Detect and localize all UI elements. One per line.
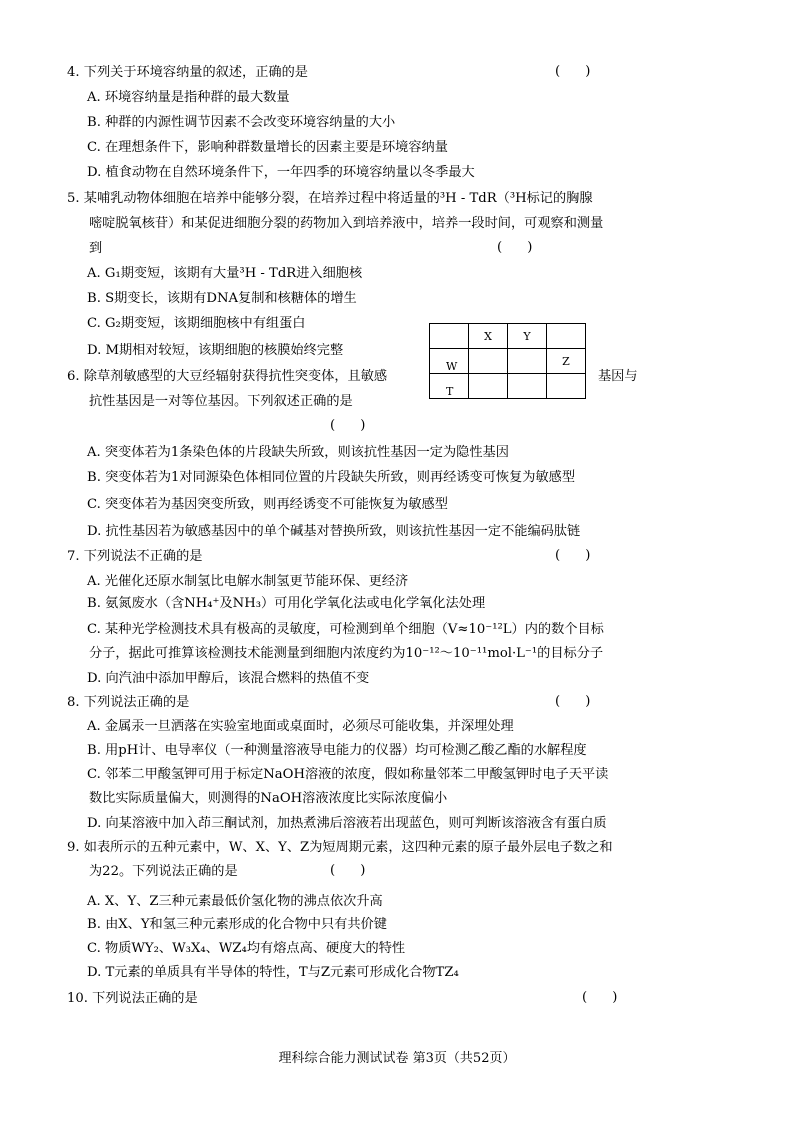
- question-6-stem-line1-tail: 基因与: [598, 369, 638, 384]
- q9-option-c: C. 物质WY₂、W₃X₄、WZ₄均有熔点高、硬度大的特性: [87, 941, 406, 956]
- q7-option-d: D. 向汽油中添加甲醇后，该混合燃料的热值不变: [87, 671, 370, 686]
- q9-option-b: B. 由X、Y和氢三种元素形成的化合物中只有共价键: [87, 917, 387, 932]
- q4-option-b: B. 种群的内源性调节因素不会改变环境容纳量的大小: [87, 115, 396, 130]
- q8-option-c-line2: 数比实际质量偏大，则测得的NaOH溶液浓度比实际浓度偏小: [89, 791, 448, 806]
- q6-option-d: D. 抗性基因若为敏感基因中的单个碱基对替换所致，则该抗性基因一定不能编码肽链: [87, 524, 581, 539]
- question-7-stem: 7. 下列说法不正确的是: [67, 549, 203, 564]
- q5-option-d: D. M期相对较短，该期细胞的核膜始终完整: [87, 343, 344, 358]
- q9-option-a: A. X、Y、Z三种元素最低价氢化物的沸点依次升高: [87, 894, 383, 909]
- q5-option-b: B. S期变长，该期有DNA复制和核糖体的增生: [87, 291, 357, 306]
- q6-option-a: A. 突变体若为1条染色体的片段缺失所致，则该抗性基因一定为隐性基因: [87, 445, 509, 460]
- page-footer: 理科综合能力测试试卷 第3页（共52页）: [278, 1051, 516, 1066]
- table-cell: [430, 324, 469, 349]
- q8-option-b: B. 用pH计、电导率仪（一种测量溶液导电能力的仪器）均可检测乙酸乙酯的水解程度: [87, 743, 587, 758]
- answer-paren-8: ( ): [555, 694, 591, 709]
- table-row: [430, 374, 586, 399]
- table-row: [430, 324, 586, 349]
- answer-paren-10: ( ): [582, 990, 618, 1005]
- question-9-stem-line2: 为22。下列说法正确的是: [89, 864, 238, 879]
- q5-option-c: C. G₂期变短，该期细胞核中有组蛋白: [87, 316, 306, 331]
- q8-option-d: D. 向某溶液中加入茚三酮试剂，加热煮沸后溶液若出现蓝色，则可判断该溶液含有蛋白质: [87, 816, 607, 831]
- table-cell: T: [430, 374, 469, 399]
- table-cell: [469, 349, 508, 374]
- q7-option-b: B. 氨氮废水（含NH₄⁺及NH₃）可用化学氧化法或电化学氧化法处理: [87, 596, 486, 611]
- q7-option-c-line2: 分子，据此可推算该检测技术能测量到细胞内浓度约为10⁻¹²～10⁻¹¹mol·L⁻¹的目标分子: [89, 646, 604, 661]
- q7-option-a: A. 光催化还原水制氢比电解水制氢更节能环保、更经济: [87, 574, 409, 589]
- question-4-stem: 4. 下列关于环境容纳量的叙述，正确的是: [67, 65, 308, 80]
- question-6-stem-line1: 6. 除草剂敏感型的大豆经辐射获得抗性突变体，且敏感: [67, 369, 388, 384]
- question-10-stem: 10. 下列说法正确的是: [67, 991, 198, 1006]
- question-6-stem-line2: 抗性基因是一对等位基因。下列叙述正确的是: [89, 394, 353, 409]
- q9-option-d: D. T元素的单质具有半导体的特性，T与Z元素可形成化合物TZ₄: [87, 965, 459, 980]
- q8-option-a: A. 金属汞一旦洒落在实验室地面或桌面时，必须尽可能收集，并深埋处理: [87, 719, 514, 734]
- q6-option-c: C. 突变体若为基因突变所致，则再经诱变不可能恢复为敏感型: [87, 497, 448, 512]
- q7-option-c-line1: C. 某种光学检测技术具有极高的灵敏度，可检测到单个细胞（V≈10⁻¹²L）内的数个目标: [87, 622, 604, 637]
- answer-paren-9: ( ): [330, 863, 366, 878]
- table-cell: Z: [547, 349, 586, 374]
- q4-option-c: C. 在理想条件下，影响种群数量增长的因素主要是环境容纳量: [87, 140, 448, 155]
- table-cell: W: [430, 349, 469, 374]
- question-5-stem-line3: 到: [89, 241, 103, 256]
- question-8-stem: 8. 下列说法正确的是: [67, 695, 190, 710]
- table-cell: [547, 374, 586, 399]
- answer-paren-5: ( ): [497, 240, 533, 255]
- table-cell: [508, 349, 547, 374]
- table-cell: X: [469, 324, 508, 349]
- question-5-stem-line1: 5. 某哺乳动物体细胞在培养中能够分裂，在培养过程中将适量的³H - TdR（³H标记的胸腺: [67, 191, 593, 206]
- answer-paren-7: ( ): [555, 548, 591, 563]
- question-5-stem-line2: 嘧啶脱氧核苷）和某促进细胞分裂的药物加入到培养液中，培养一段时间，可观察和测量: [89, 216, 604, 231]
- element-position-table: [429, 323, 586, 399]
- q6-option-b: B. 突变体若为1对同源染色体相同位置的片段缺失所致，则再经诱变可恢复为敏感型: [87, 470, 576, 485]
- q4-option-a: A. 环境容纳量是指种群的最大数量: [87, 90, 290, 105]
- table-row: [430, 349, 586, 374]
- q5-option-a: A. G₁期变短，该期有大量³H - TdR进入细胞核: [87, 266, 363, 281]
- question-9-stem-line1: 9. 如表所示的五种元素中，W、X、Y、Z为短周期元素，这四种元素的原子最外层电子数之和: [67, 840, 613, 855]
- q8-option-c-line1: C. 邻苯二甲酸氢钾可用于标定NaOH溶液的浓度，假如称量邻苯二甲酸氢钾时电子天平读: [87, 767, 609, 782]
- answer-paren-6: ( ): [330, 418, 366, 433]
- table-cell: Y: [508, 324, 547, 349]
- answer-paren-4: ( ): [555, 64, 591, 79]
- table-cell: [547, 324, 586, 349]
- q4-option-d: D. 植食动物在自然环境条件下，一年四季的环境容纳量以冬季最大: [87, 165, 475, 180]
- table-cell: [508, 374, 547, 399]
- table-cell: [469, 374, 508, 399]
